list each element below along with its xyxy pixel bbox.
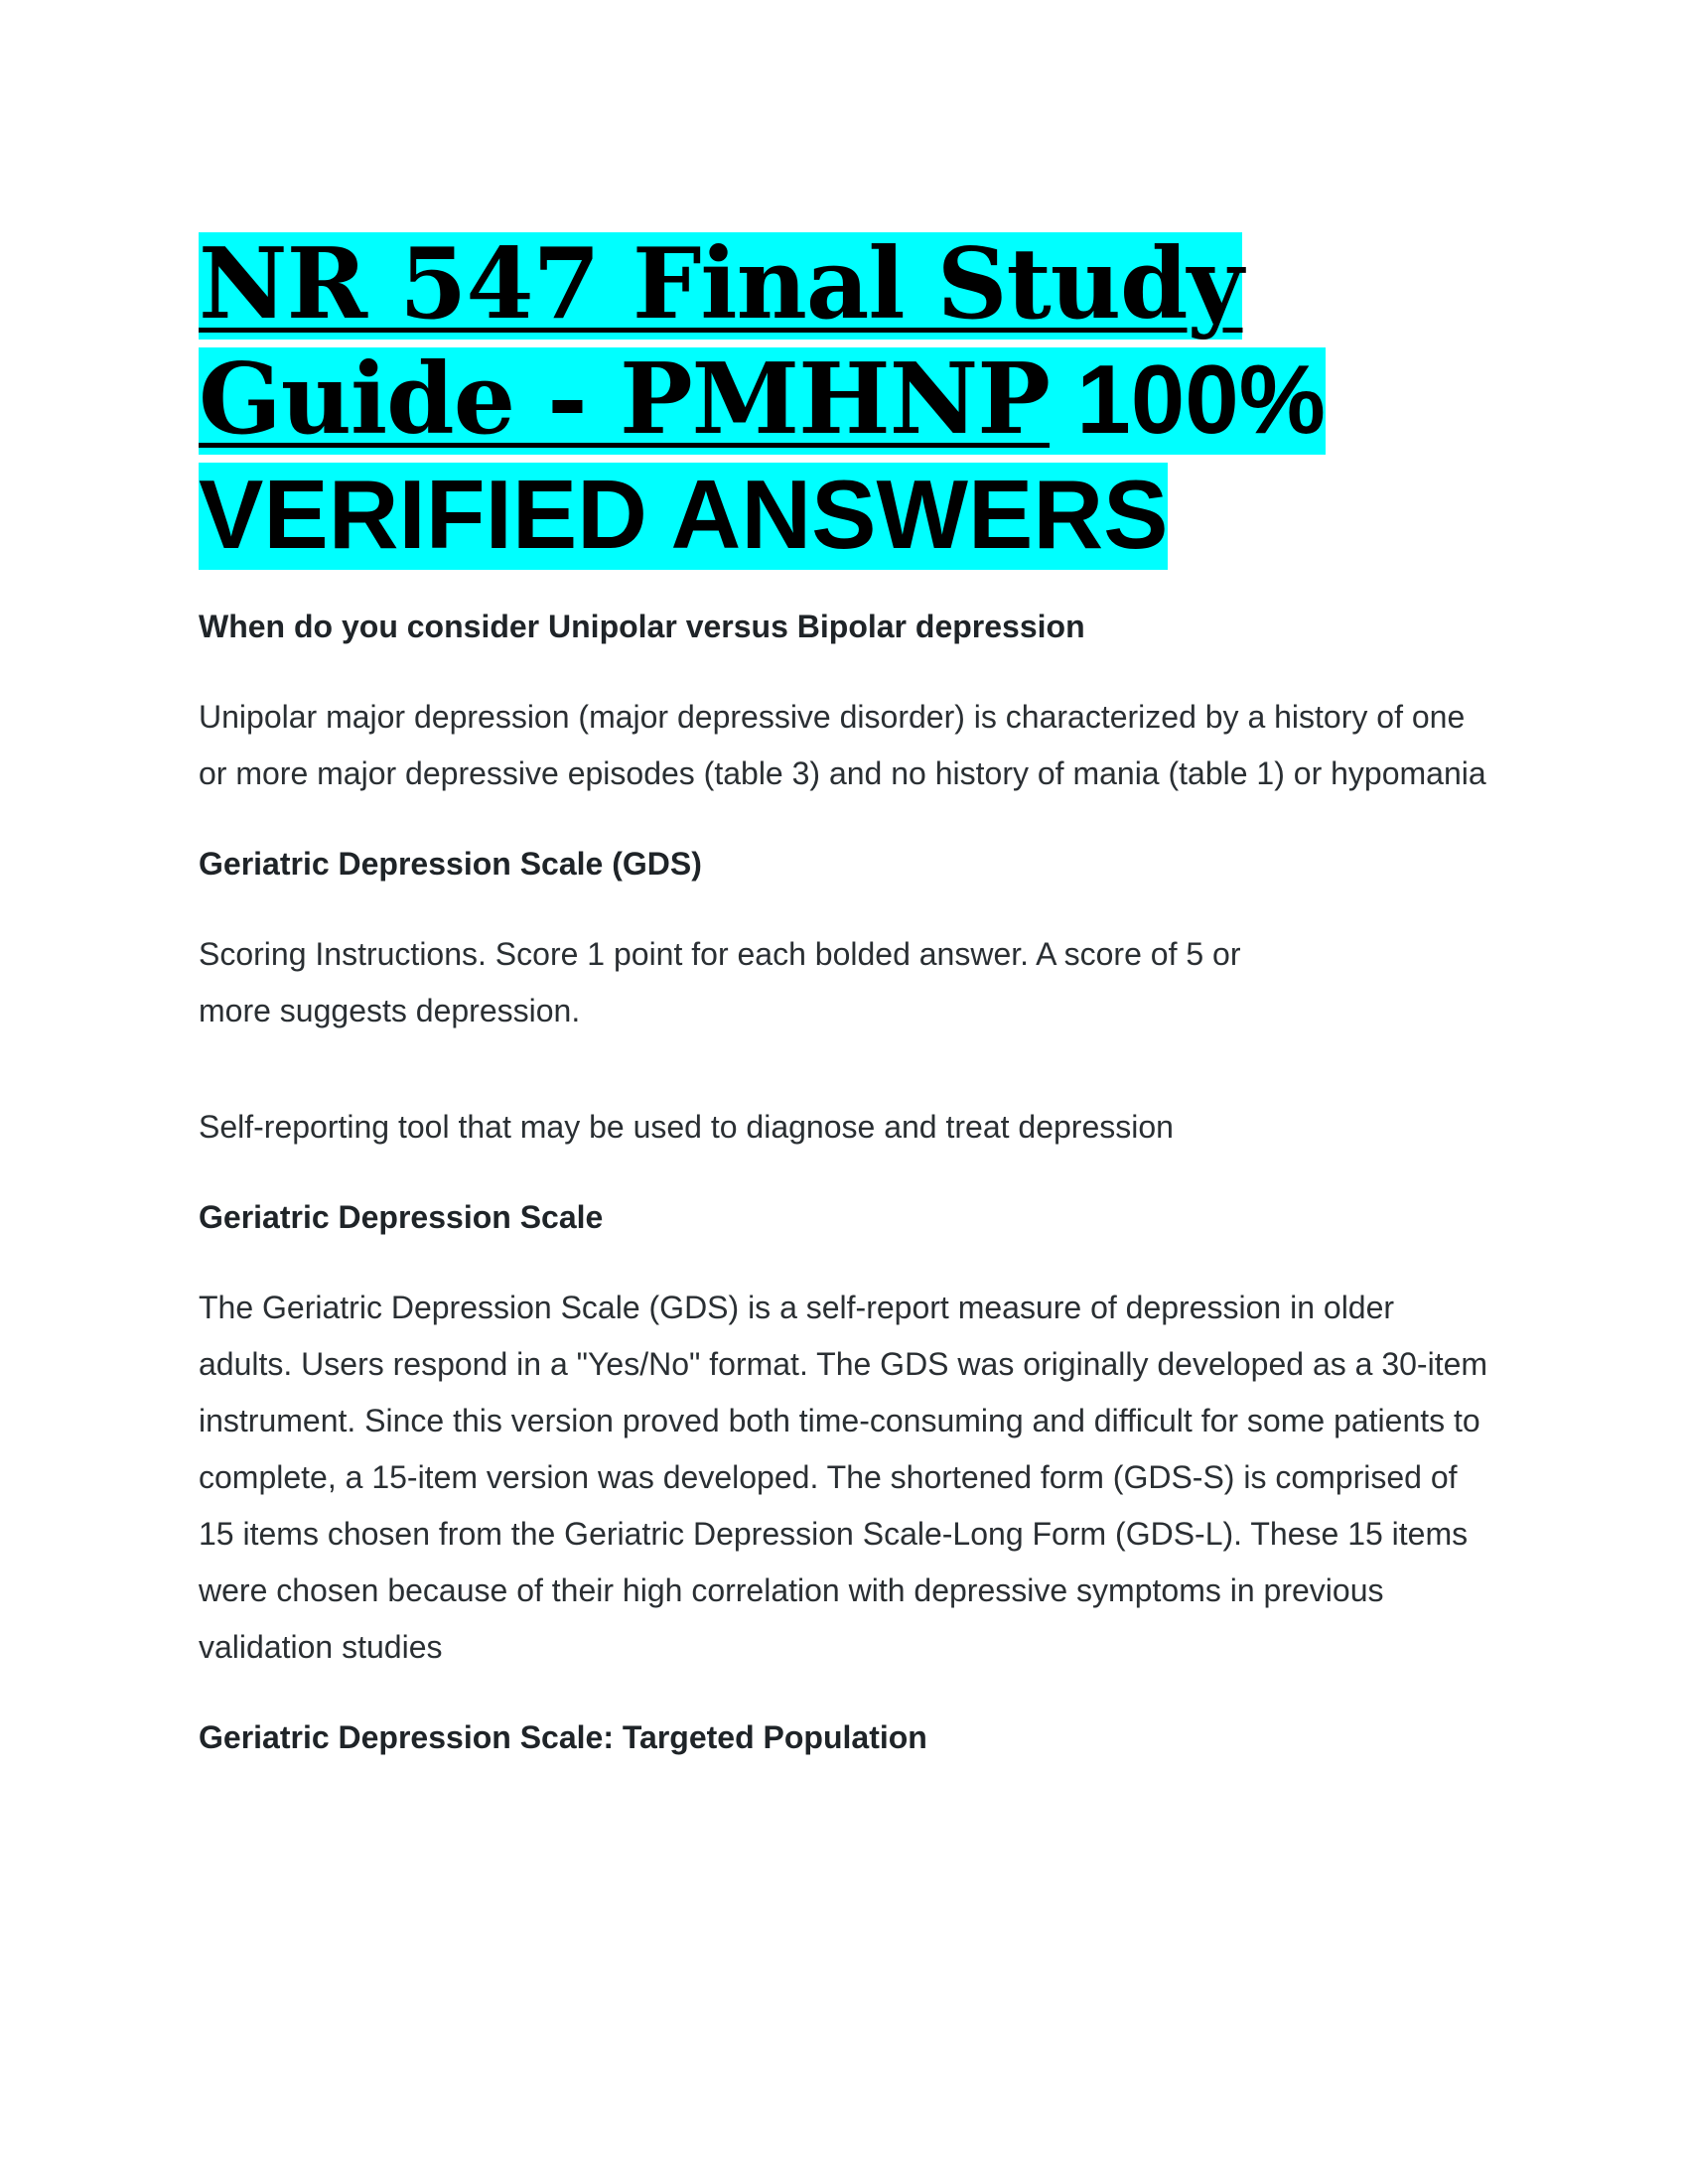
question-gds-scale: Geriatric Depression Scale: [199, 1199, 604, 1235]
title-link[interactable]: NR 547 Final Study Guide - PMHNP: [199, 227, 1243, 457]
question-gds: Geriatric Depression Scale (GDS): [199, 846, 702, 882]
answer-unipolar-bipolar: Unipolar major depression (major depressive disorder) is characterized by a history of one or more major depressive episodes (table 3) and no history of mania (table 1) or hypomania: [199, 699, 1486, 791]
document-title: [199, 228, 1489, 573]
answer-gds-tool: Self-reporting tool that may be used to diagnose and treat depression: [199, 1109, 1174, 1145]
document-page: [199, 228, 1489, 1766]
title-suffix: 100% VERIFIED ANSWERS: [199, 344, 1326, 569]
answer-gds-scale: The Geriatric Depression Scale (GDS) is a self-report measure of depression in older adults. Users respond in a "Yes/No" format. The GDS was originally developed as a 30-item instrument. Since this version proved both time-consuming and difficult for some patients to complete, a 15-item version was developed. The shortened form (GDS-S) is comprised of 15 items chosen from the Geriatric Depression Scale-Long Form (GDS-L). These 15 items were chosen because of their high correlation with depressive symptoms in previous validation studies: [199, 1290, 1488, 1665]
question-gds-target-population: Geriatric Depression Scale: Targeted Population: [199, 1719, 927, 1755]
title-highlight: [199, 227, 1326, 570]
question-unipolar-bipolar: When do you consider Unipolar versus Bipolar depression: [199, 609, 1085, 644]
answer-gds-scoring: Scoring Instructions. Score 1 point for each bolded answer. A score of 5 or more suggests depression.: [199, 936, 1241, 1028]
